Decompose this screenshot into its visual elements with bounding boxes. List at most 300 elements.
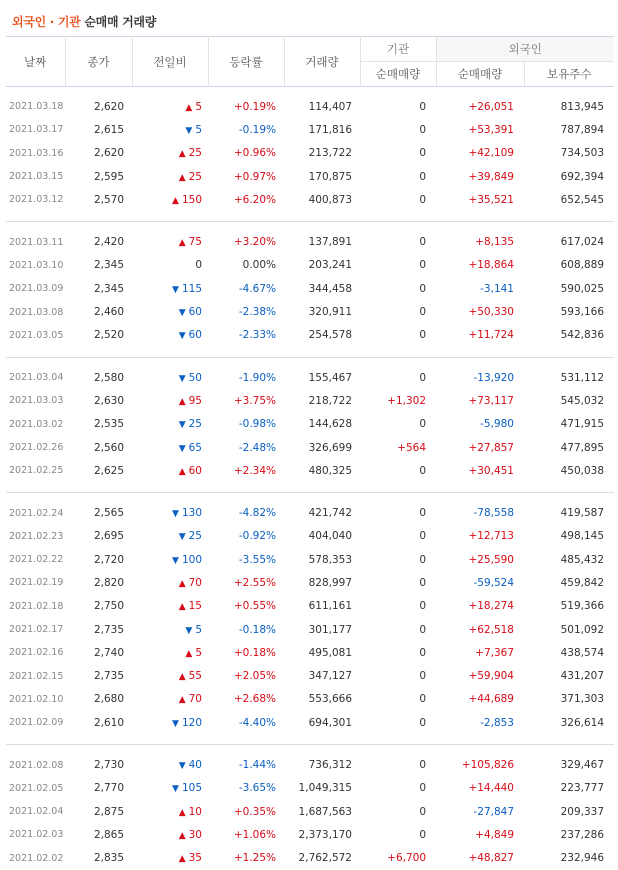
group-divider [6, 482, 614, 493]
foreigner-holding-cell: 734,503 [560, 147, 605, 160]
divider-cell [6, 482, 614, 493]
change-value: 60 [188, 329, 202, 342]
foreigner-net-cell: +59,904 [468, 670, 514, 683]
table-row [6, 459, 614, 482]
date-cell: 2021.02.08 [9, 759, 64, 771]
change-value: 30 [188, 828, 202, 841]
spacer-cell [6, 87, 614, 96]
triangle-up-icon: ▲ [178, 466, 186, 477]
close-price-cell: 2,735 [93, 623, 124, 636]
foreigner-holding-cell: 477,895 [560, 441, 605, 454]
triangle-down-icon: ▼ [178, 532, 186, 543]
change-value: 15 [188, 600, 202, 613]
foreigner-holding-cell: 438,574 [560, 646, 605, 659]
change-value: 65 [188, 441, 202, 454]
foreigner-holding-cell: 450,038 [560, 464, 605, 477]
triangle-down-icon: ▼ [178, 420, 186, 431]
volume-cell: 170,875 [308, 170, 352, 183]
rate-cell: -1.90% [238, 371, 276, 384]
triangle-up-icon: ▲ [178, 854, 186, 865]
institution-net-cell: 0 [419, 693, 426, 706]
triangle-down-icon: ▼ [178, 443, 186, 454]
change-cell [132, 711, 208, 734]
rate-cell: +2.55% [233, 576, 276, 589]
institution-net-cell: 0 [419, 600, 426, 613]
foreigner-net-cell: +25,590 [468, 553, 514, 566]
date-cell: 2021.02.17 [9, 624, 64, 636]
close-price-cell: 2,740 [93, 646, 124, 659]
foreigner-net-cell: +11,724 [468, 329, 514, 342]
rate-cell: +1.06% [233, 828, 276, 841]
header-close: 종가 [65, 37, 132, 87]
date-cell: 2021.02.09 [9, 717, 64, 729]
date-cell: 2021.02.02 [9, 852, 64, 864]
volume-cell: 144,628 [308, 418, 352, 431]
close-price-cell: 2,565 [93, 507, 124, 520]
section-title [12, 13, 156, 30]
date-cell: 2021.03.03 [9, 395, 64, 407]
table-row [6, 165, 614, 188]
date-cell: 2021.03.15 [9, 171, 64, 183]
triangle-up-icon: ▲ [178, 172, 186, 183]
change-value: 50 [188, 371, 202, 384]
triangle-down-icon: ▼ [172, 555, 179, 566]
rate-cell: 0.00% [242, 259, 276, 272]
institution-net-cell: 0 [419, 670, 426, 683]
volume-cell: 213,722 [308, 147, 352, 160]
table-row [6, 571, 614, 594]
volume-cell: 2,373,170 [298, 828, 352, 841]
volume-cell: 404,040 [308, 530, 352, 543]
foreigner-holding-cell: 501,092 [560, 623, 605, 636]
group-spacer [6, 222, 614, 231]
volume-cell: 137,891 [308, 236, 352, 249]
volume-cell: 2,762,572 [298, 852, 352, 865]
foreigner-net-cell: +53,391 [468, 123, 514, 136]
change-cell [132, 254, 208, 277]
change-value: 150 [181, 193, 202, 206]
close-price-cell: 2,345 [93, 282, 124, 295]
date-cell: 2021.03.11 [9, 236, 64, 248]
institution-net-cell: 0 [419, 716, 426, 729]
close-price-cell: 2,625 [93, 464, 124, 477]
date-cell: 2021.03.17 [9, 124, 64, 136]
change-value: 70 [188, 576, 202, 589]
table-row [6, 230, 614, 253]
table-row [6, 188, 614, 211]
table-row [6, 711, 614, 734]
change-value: 25 [188, 147, 202, 160]
change-value: 0 [195, 259, 202, 272]
header-inst-net: 순매매량 [360, 62, 436, 87]
institution-net-cell: 0 [419, 576, 426, 589]
foreigner-net-cell: +27,857 [468, 441, 514, 454]
table-row [6, 665, 614, 688]
divider-cell [6, 734, 614, 745]
date-cell: 2021.03.18 [9, 101, 64, 113]
institution-net-cell: 0 [419, 123, 426, 136]
foreigner-holding-cell: 419,587 [560, 507, 605, 520]
rate-cell: -4.67% [238, 282, 276, 295]
change-cell [132, 823, 208, 846]
close-price-cell: 2,580 [93, 371, 124, 384]
foreigner-holding-cell: 617,024 [560, 236, 605, 249]
foreigner-holding-cell: 431,207 [560, 670, 605, 683]
table-row [6, 277, 614, 300]
date-cell: 2021.02.16 [9, 647, 64, 659]
foreigner-holding-cell: 813,945 [560, 100, 605, 113]
date-cell: 2021.03.02 [9, 418, 64, 430]
table-row [6, 501, 614, 524]
volume-cell: 611,161 [308, 600, 352, 613]
foreigner-holding-cell: 542,836 [560, 329, 605, 342]
volume-cell: 1,687,563 [298, 805, 352, 818]
close-price-cell: 2,620 [93, 147, 124, 160]
date-cell: 2021.03.12 [9, 194, 64, 206]
change-value: 25 [188, 418, 202, 431]
change-value: 100 [181, 553, 202, 566]
change-cell [132, 753, 208, 776]
rate-cell: -2.38% [238, 306, 276, 319]
header-forn-net: 순매매량 [436, 62, 524, 87]
foreigner-net-cell: -27,847 [473, 805, 514, 818]
change-value: 120 [181, 716, 202, 729]
triangle-down-icon: ▼ [178, 331, 186, 342]
institution-net-cell: 0 [419, 306, 426, 319]
change-cell [132, 366, 208, 389]
volume-cell: 203,241 [308, 259, 352, 272]
close-price-cell: 2,835 [93, 852, 124, 865]
close-price-cell: 2,460 [93, 306, 124, 319]
foreigner-net-cell: -78,558 [473, 507, 514, 520]
header-rate: 등락률 [208, 37, 284, 87]
change-cell [132, 142, 208, 165]
change-cell [132, 459, 208, 482]
spacer-cell [6, 745, 614, 754]
date-cell: 2021.02.15 [9, 670, 64, 682]
date-cell: 2021.02.03 [9, 829, 64, 841]
table-row [6, 436, 614, 459]
triangle-up-icon: ▲ [185, 102, 193, 113]
volume-cell: 421,742 [308, 507, 352, 520]
foreigner-net-cell: +26,051 [468, 100, 514, 113]
title-net-trading-volume: 순매매 거래량 [84, 15, 157, 29]
table-row [6, 823, 614, 846]
close-price-cell: 2,875 [93, 805, 124, 818]
table-row [6, 366, 614, 389]
rate-cell: +6.20% [233, 193, 276, 206]
institution-net-cell: +564 [397, 441, 426, 454]
table-row [6, 800, 614, 823]
foreigner-net-cell: +7,367 [475, 646, 514, 659]
date-cell: 2021.02.10 [9, 693, 64, 705]
institution-net-cell: 0 [419, 371, 426, 384]
triangle-down-icon: ▼ [178, 373, 186, 384]
change-value: 70 [188, 693, 202, 706]
institution-net-cell: 0 [419, 507, 426, 520]
change-value: 25 [188, 170, 202, 183]
foreigner-net-cell: +4,849 [475, 828, 514, 841]
change-cell [132, 389, 208, 412]
foreigner-holding-cell: 593,166 [560, 306, 605, 319]
rate-cell: +1.25% [233, 852, 276, 865]
foreigner-net-cell: +62,518 [468, 623, 514, 636]
close-price-cell: 2,420 [93, 236, 124, 249]
group-divider [6, 734, 614, 745]
title-foreign-institution: 외국인 · 기관 [12, 15, 81, 29]
divider-cell [6, 211, 614, 222]
rate-cell: +3.75% [233, 394, 276, 407]
institution-net-cell: +1,302 [387, 394, 426, 407]
foreigner-holding-cell: 531,112 [560, 371, 605, 384]
foreigner-net-cell: +8,135 [475, 236, 514, 249]
change-cell [132, 800, 208, 823]
date-cell: 2021.02.19 [9, 577, 64, 589]
foreigner-net-cell: +73,117 [468, 394, 514, 407]
change-cell [132, 300, 208, 323]
close-price-cell: 2,720 [93, 553, 124, 566]
rate-cell: +0.55% [233, 600, 276, 613]
rate-cell: -4.82% [238, 507, 276, 520]
rate-cell: +3.20% [233, 236, 276, 249]
close-price-cell: 2,865 [93, 828, 124, 841]
date-cell: 2021.03.05 [9, 329, 64, 341]
table-row [6, 95, 614, 118]
date-cell: 2021.02.23 [9, 530, 64, 542]
volume-cell: 218,722 [308, 394, 352, 407]
volume-cell: 1,049,315 [298, 782, 352, 795]
institution-net-cell: +6,700 [387, 852, 426, 865]
triangle-up-icon: ▲ [185, 648, 193, 659]
rate-cell: +0.19% [233, 100, 276, 113]
change-cell [132, 777, 208, 800]
foreigner-holding-cell: 519,366 [560, 600, 605, 613]
foreigner-holding-cell: 232,946 [560, 852, 605, 865]
close-price-cell: 2,750 [93, 600, 124, 613]
foreigner-holding-cell: 371,303 [560, 693, 605, 706]
triangle-down-icon: ▼ [178, 308, 186, 319]
date-cell: 2021.02.26 [9, 442, 64, 453]
institution-net-cell: 0 [419, 236, 426, 249]
rate-cell: -3.65% [238, 782, 276, 795]
change-cell [132, 165, 208, 188]
date-cell: 2021.02.05 [9, 782, 64, 794]
table-body [6, 87, 614, 870]
change-cell [132, 595, 208, 618]
change-cell [132, 95, 208, 118]
change-cell [132, 571, 208, 594]
foreigner-holding-cell: 545,032 [560, 394, 605, 407]
institution-net-cell: 0 [419, 147, 426, 160]
institution-net-cell: 0 [419, 553, 426, 566]
group-spacer [6, 87, 614, 96]
institution-net-cell: 0 [419, 759, 426, 772]
date-cell: 2021.03.08 [9, 306, 64, 318]
close-price-cell: 2,535 [93, 418, 124, 431]
foreigner-net-cell: +39,849 [468, 170, 514, 183]
rate-cell: +0.96% [233, 147, 276, 160]
institution-net-cell: 0 [419, 100, 426, 113]
foreigner-net-cell: +35,521 [468, 193, 514, 206]
institution-net-cell: 0 [419, 530, 426, 543]
foreigner-net-cell: -2,853 [480, 716, 514, 729]
volume-cell: 326,699 [308, 441, 352, 454]
foreigner-net-cell: +105,826 [461, 759, 514, 772]
change-cell [132, 641, 208, 664]
spacer-cell [6, 222, 614, 231]
triangle-down-icon: ▼ [172, 509, 179, 520]
foreigner-net-cell: -59,524 [473, 576, 514, 589]
date-cell: 2021.03.04 [9, 372, 64, 384]
foreigner-net-cell: -13,920 [473, 371, 514, 384]
change-value: 60 [188, 306, 202, 319]
change-cell [132, 118, 208, 141]
volume-cell: 694,301 [308, 716, 352, 729]
change-value: 55 [188, 670, 202, 683]
table-row [6, 389, 614, 412]
change-cell [132, 413, 208, 436]
volume-cell: 828,997 [308, 576, 352, 589]
change-cell [132, 230, 208, 253]
close-price-cell: 2,695 [93, 530, 124, 543]
date-cell: 2021.03.16 [9, 147, 64, 159]
change-value: 75 [188, 236, 202, 249]
change-cell [132, 501, 208, 524]
institution-net-cell: 0 [419, 805, 426, 818]
rate-cell: -1.44% [238, 759, 276, 772]
triangle-up-icon: ▲ [178, 602, 186, 613]
date-cell: 2021.02.04 [9, 806, 64, 818]
institution-net-cell: 0 [419, 828, 426, 841]
foreigner-holding-cell: 787,894 [560, 123, 605, 136]
institution-net-cell: 0 [419, 193, 426, 206]
foreigner-holding-cell: 326,614 [560, 716, 605, 729]
group-divider [6, 347, 614, 358]
table-row [6, 618, 614, 641]
change-value: 105 [181, 782, 202, 795]
triangle-down-icon: ▼ [172, 284, 179, 295]
volume-cell: 480,325 [308, 464, 352, 477]
institution-net-cell: 0 [419, 782, 426, 795]
change-value: 95 [188, 394, 202, 407]
rate-cell: -0.19% [238, 123, 276, 136]
foreigner-net-cell: +48,827 [468, 852, 514, 865]
table-row [6, 847, 614, 870]
change-cell [132, 688, 208, 711]
change-value: 5 [195, 623, 202, 636]
rate-cell: +2.05% [233, 670, 276, 683]
close-price-cell: 2,560 [93, 441, 124, 454]
close-price-cell: 2,610 [93, 716, 124, 729]
foreigner-holding-cell: 237,286 [560, 828, 605, 841]
close-price-cell: 2,620 [93, 100, 124, 113]
close-price-cell: 2,630 [93, 394, 124, 407]
close-price-cell: 2,770 [93, 782, 124, 795]
institution-net-cell: 0 [419, 282, 426, 295]
volume-cell: 578,353 [308, 553, 352, 566]
volume-cell: 320,911 [308, 306, 352, 319]
foreigner-net-cell: +50,330 [468, 306, 514, 319]
change-value: 130 [181, 507, 202, 520]
header-institution: 기관 [360, 37, 436, 62]
volume-cell: 155,467 [308, 371, 352, 384]
header-volume: 거래량 [284, 37, 360, 87]
triangle-down-icon: ▼ [185, 625, 193, 636]
foreigner-net-cell: +42,109 [468, 147, 514, 160]
volume-cell: 736,312 [308, 759, 352, 772]
close-price-cell: 2,820 [93, 576, 124, 589]
date-cell: 2021.03.10 [9, 259, 64, 271]
triangle-down-icon: ▼ [172, 784, 179, 795]
change-cell [132, 324, 208, 347]
triangle-up-icon: ▲ [178, 578, 186, 589]
group-spacer [6, 745, 614, 754]
triangle-up-icon: ▲ [178, 672, 186, 683]
triangle-up-icon: ▲ [178, 149, 186, 160]
volume-cell: 400,873 [308, 193, 352, 206]
change-value: 5 [195, 100, 202, 113]
change-cell [132, 525, 208, 548]
rate-cell: -2.48% [238, 441, 276, 454]
foreigner-holding-cell: 223,777 [560, 782, 605, 795]
volume-cell: 171,816 [308, 123, 352, 136]
rate-cell: -2.33% [238, 329, 276, 342]
trading-table [6, 36, 614, 870]
institution-net-cell: 0 [419, 170, 426, 183]
triangle-down-icon: ▼ [185, 125, 193, 136]
institution-net-cell: 0 [419, 623, 426, 636]
table-row [6, 254, 614, 277]
foreigner-holding-cell: 652,545 [560, 193, 605, 206]
header-date: 날짜 [6, 37, 65, 87]
change-cell [132, 665, 208, 688]
foreigner-holding-cell: 608,889 [560, 259, 605, 272]
rate-cell: +0.35% [233, 805, 276, 818]
rate-cell: -0.98% [238, 418, 276, 431]
group-spacer [6, 493, 614, 502]
rate-cell: +0.18% [233, 646, 276, 659]
volume-cell: 553,666 [308, 693, 352, 706]
change-value: 40 [188, 759, 202, 772]
divider-cell [6, 347, 614, 358]
table-row [6, 548, 614, 571]
change-cell [132, 548, 208, 571]
triangle-up-icon: ▲ [178, 238, 186, 249]
foreigner-net-cell: +18,864 [468, 259, 514, 272]
foreigner-net-cell: +18,274 [468, 600, 514, 613]
volume-cell: 495,081 [308, 646, 352, 659]
rate-cell: -0.18% [238, 623, 276, 636]
table-row [6, 118, 614, 141]
change-cell [132, 436, 208, 459]
foreigner-holding-cell: 209,337 [560, 805, 605, 818]
institution-net-cell: 0 [419, 329, 426, 342]
change-value: 115 [181, 282, 202, 295]
date-cell: 2021.02.22 [9, 554, 64, 566]
institution-net-cell: 0 [419, 464, 426, 477]
change-cell [132, 618, 208, 641]
group-spacer [6, 357, 614, 366]
triangle-up-icon: ▲ [172, 195, 179, 206]
close-price-cell: 2,570 [93, 193, 124, 206]
rate-cell: +2.34% [233, 464, 276, 477]
group-divider [6, 211, 614, 222]
triangle-down-icon: ▼ [172, 718, 179, 729]
spacer-cell [6, 493, 614, 502]
change-value: 10 [188, 805, 202, 818]
rate-cell: -0.92% [238, 530, 276, 543]
table-row [6, 688, 614, 711]
